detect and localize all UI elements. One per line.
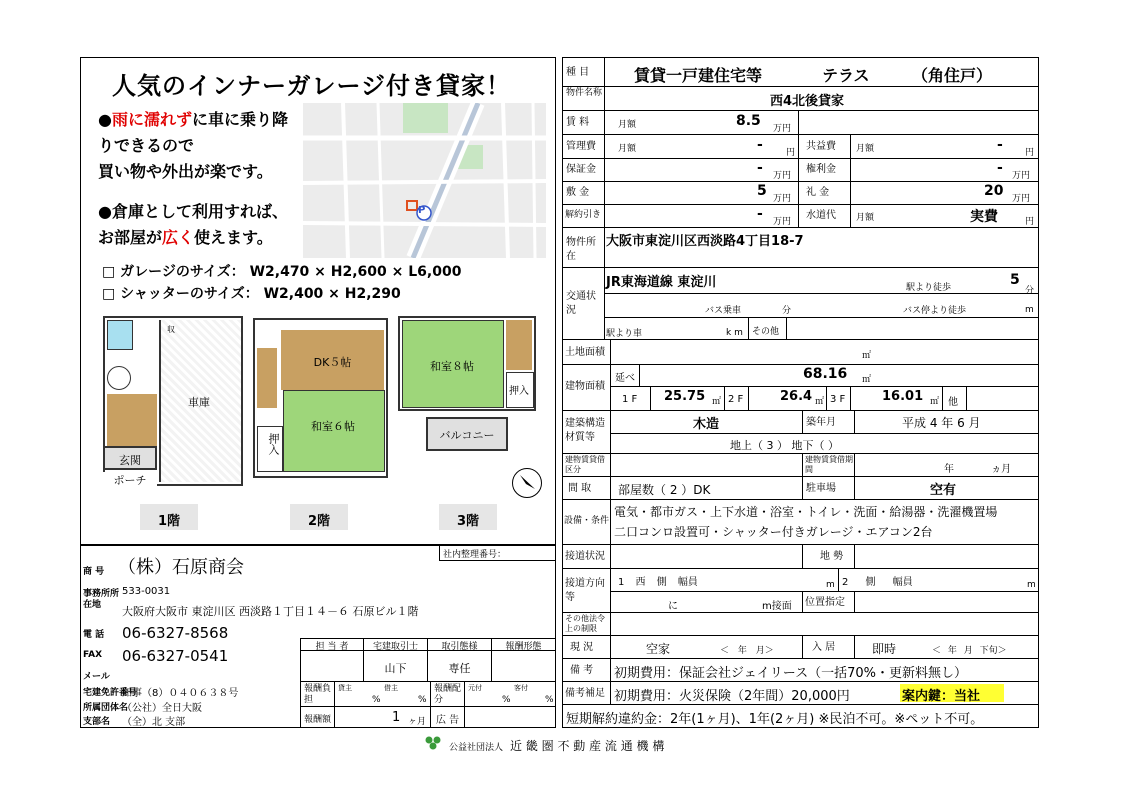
biko-label: 備 考	[570, 665, 594, 676]
shozaichi: 大阪市東淀川区西淡路4丁目18-7	[606, 234, 804, 249]
kanri-getsugaku: 月額	[618, 144, 637, 154]
kanri-unit: 円	[786, 148, 796, 158]
floor3-stairs	[506, 320, 532, 370]
staff-val-4	[491, 650, 556, 682]
shogo-label: 商 号	[83, 567, 105, 577]
row-kyoeki	[850, 134, 1039, 159]
floor2-stairs	[257, 348, 277, 408]
bus-stop: バス停より徒歩	[903, 306, 967, 316]
kanri-label: 管理費	[566, 141, 596, 152]
road1-m: m	[826, 580, 835, 590]
kanri-value: -	[757, 137, 763, 153]
car-km: k m	[726, 328, 743, 338]
chisei-label: 地 勢	[820, 551, 844, 562]
kotsu-label: 交通状況	[566, 291, 596, 316]
tanki-value: 短期解約違約金：2年(1ヶ月)、1年(2ヶ月) ※民泊不可。※ペット不可。	[566, 712, 984, 727]
floor1-stairs	[107, 394, 157, 446]
haibun-label: 報酬配分	[434, 684, 462, 705]
tochi-unit: ㎡	[862, 351, 872, 361]
shozaichi-label: 物件所在	[566, 237, 596, 262]
fee-pct-2: %	[418, 695, 427, 705]
shumoku3: （角住戸）	[912, 66, 993, 85]
toho-unit: 分	[1025, 286, 1035, 296]
kubun-label: 建物賃貸借区分	[565, 455, 605, 474]
kaiyaku-label: 解約引き	[565, 210, 602, 220]
hoka-sep	[942, 386, 943, 411]
kenri-label: 権利金	[806, 164, 836, 175]
kaiyaku-unit: 万円	[773, 217, 792, 227]
floor2-plan	[253, 318, 388, 483]
f2-label: 2 F	[728, 394, 744, 405]
row-rei	[850, 181, 1039, 205]
floor2-oshiire-label: 押入	[267, 433, 280, 455]
shiki-value: 5	[757, 183, 767, 199]
shumoku: 賃貸一戸建住宅等	[634, 66, 763, 85]
f3-sep2	[850, 386, 851, 411]
shumoku-label: 種 目	[566, 67, 590, 78]
row-tochi	[610, 339, 1039, 365]
ad-bullet2: ●倉庫として利用すれば、 お部屋が広く使えます。	[98, 202, 288, 247]
kozo-label: 建築構造材質等	[565, 418, 605, 443]
f3-label: 3 F	[830, 394, 846, 405]
setsumen-ni: に	[668, 601, 678, 612]
nyukyo-date: ＜ 年 月 下旬＞	[932, 646, 1007, 656]
f2-sep2	[748, 386, 749, 411]
assoc-label: 所属団体名	[83, 703, 129, 713]
fee-pct-1: %	[372, 695, 381, 705]
kozo-value: 木造	[693, 417, 720, 432]
sonota: その他	[752, 327, 780, 337]
kyoeki-unit: 円	[1025, 148, 1035, 158]
company-address: 大阪府大阪市 東淀川区 西淡路１丁目１４－６ 石原ビル１階	[122, 605, 419, 618]
row-genkyo	[610, 635, 803, 659]
floor2-dk-label: DK５帖	[313, 356, 352, 369]
org-name: 近 畿 圏 不 動 産 流 通 機 構	[510, 739, 665, 753]
tel-label: 電 話	[83, 630, 105, 640]
haibun-kyakuzuke: 客付	[514, 684, 528, 692]
branch-label: 支部名	[83, 717, 111, 727]
floor3-tag-label: 3階	[456, 514, 480, 529]
sonota-sep	[786, 317, 787, 340]
biko2-label: 備考補足	[565, 688, 605, 699]
nobe-value: 68.16	[803, 366, 848, 382]
hoka-sep2	[966, 386, 967, 411]
org-small: 公益社団法人	[449, 743, 504, 753]
floor3-washitsu-label: 和室８帖	[430, 360, 474, 373]
kaiyaku-value: -	[757, 206, 763, 222]
setsumen-m: m接面	[762, 601, 792, 612]
bus-min: 分	[782, 306, 792, 316]
chiku-value: 平成 4 年 6 月	[902, 416, 981, 430]
company-branch: （全）北 支部	[122, 717, 186, 728]
shiki-unit: 万円	[773, 194, 792, 204]
f1-label: 1 F	[622, 394, 638, 405]
row-chinryo-blank	[798, 110, 1039, 135]
shutter-size: □ シャッターのサイズ： W2,400 × H2,290	[102, 286, 401, 302]
row-kenri	[850, 158, 1039, 182]
floor1-porch-label: ポーチ	[103, 472, 157, 488]
floor2-washitsu-label: 和室６帖	[311, 420, 355, 433]
org-logo-icon	[424, 735, 442, 751]
company-assoc: （公社）全日大阪	[122, 703, 202, 714]
hosho-label: 保証金	[566, 164, 596, 175]
haibun-sep2	[464, 681, 465, 707]
bus-jo: バス乗車	[705, 306, 742, 316]
nyukyo-value: 即時	[872, 642, 897, 656]
fee-sep	[334, 681, 335, 707]
nobe-unit: ㎡	[862, 375, 872, 385]
kyoeki-getsugaku: 月額	[856, 144, 875, 154]
floor1-garage-label: 車庫	[188, 396, 210, 409]
kyoeki-label: 共益費	[806, 141, 836, 152]
f3-sep	[826, 386, 827, 411]
f3-unit: ㎡	[930, 397, 940, 407]
f2-sep	[724, 386, 725, 411]
ad-headline: 人気のインナーガレージ付き貸家！	[112, 72, 512, 100]
fax-label: FAX	[83, 650, 103, 660]
hosho-value: -	[757, 160, 763, 176]
tochi-label: 土地面積	[565, 347, 605, 358]
suido-value: 実費	[970, 209, 998, 225]
haibun-pct-1: %	[502, 695, 511, 705]
chijo-value: 地上（ 3 ） 地下（ ）	[730, 439, 839, 452]
madori-value: 部屋数（ 2 ）DK	[618, 483, 711, 497]
ad-label: 広 告	[436, 715, 460, 726]
staff-val-1	[300, 650, 364, 682]
row-kotsu-sonota	[748, 317, 1039, 340]
nyukyo-label: 入 居	[812, 642, 836, 653]
row-kaiyaku	[604, 204, 799, 228]
hoko-label: 接道方向等	[565, 578, 605, 603]
company-tel: 06-6327-8568	[122, 624, 229, 642]
floor1-bath	[107, 320, 133, 350]
row-kubun	[610, 453, 803, 477]
chinryo-getsugaku: 月額	[618, 120, 637, 130]
setsubi-line2: 二口コンロ設置可・シャッター付きガレージ・エアコン2台	[614, 525, 933, 539]
chinryo-unit: 万円	[773, 124, 792, 134]
suido-getsugaku: 月額	[856, 213, 875, 223]
chusha-value: 空有	[930, 483, 957, 498]
row-ichi	[854, 591, 1039, 613]
hoka-label: 他	[948, 397, 958, 408]
ad-bullet1: ●雨に濡れずに車に乗り降 りできるので 買い物や外出が楽です。	[98, 110, 288, 181]
staff-h2: 宅建取引士	[372, 642, 418, 652]
road2: 2 側 幅員	[842, 577, 913, 588]
floor1-plan	[103, 316, 243, 491]
eki-toho: 駅より徒歩	[906, 283, 952, 293]
row-chisei	[854, 544, 1039, 569]
garage-size: □ ガレージのサイズ： W2,470 × H2,600 × L6,000	[102, 264, 462, 280]
madori-label: 間 取	[568, 483, 592, 494]
company-divider	[439, 545, 440, 561]
fee-amount-row	[300, 706, 556, 728]
toho-min: 5	[1010, 272, 1020, 288]
fee-label: 報酬負担	[304, 684, 332, 705]
fee-karinushi: 借主	[384, 684, 398, 692]
suido-label: 水道代	[806, 210, 836, 221]
chiku-label: 築年月	[806, 417, 836, 428]
hourei-label: その他法令上の制限	[565, 614, 605, 633]
fee-kashinushi: 貸主	[338, 684, 352, 692]
eki-car: 駅より車	[606, 329, 643, 339]
floor3-plan	[398, 316, 536, 456]
staff-h1: 担 当 者	[315, 642, 349, 652]
bus-m: m	[1025, 305, 1034, 315]
location-map[interactable]	[303, 103, 546, 258]
internal-no-label: 社内整理番号：	[443, 550, 507, 560]
genkyo-label: 現 況	[570, 642, 594, 653]
biko-value: 初期費用：保証会社ジェイリース（一括70%・更新料無し）	[614, 666, 967, 681]
fee-amount: 1	[392, 710, 401, 725]
office-label: 事務所所在地	[83, 589, 120, 610]
rei-unit: 万円	[1012, 194, 1031, 204]
floor3-balcony-label: バルコニー	[439, 429, 495, 442]
bukken: 西4北後貸家	[770, 94, 845, 109]
hosho-unit: 万円	[773, 171, 792, 181]
setsubi-label: 設備・条件	[564, 516, 610, 526]
row-shiki	[604, 181, 799, 205]
torihiki-taiyo: 専任	[448, 662, 471, 675]
company-name: （株）石原商会	[118, 557, 244, 578]
map-parking-marker: P	[418, 205, 426, 216]
chinryo-value: 8.5	[736, 113, 761, 129]
annai-value: 案内鍵：当社	[902, 689, 981, 704]
road1: 1 西 側 幅員	[618, 577, 698, 588]
f2-unit: ㎡	[815, 397, 825, 407]
row-hourei	[610, 612, 1039, 636]
floor3-oshiire-label: 押入	[509, 386, 529, 397]
row-kotsu-bus	[604, 293, 1039, 318]
floor2-tag-label: 2階	[307, 514, 331, 529]
f1-unit: ㎡	[712, 397, 722, 407]
genkyo-date: ＜ 年 月＞	[720, 646, 774, 656]
floor1-tag-label: 1階	[157, 514, 181, 529]
company-license: 知事（8）０４０６３８号	[122, 688, 239, 699]
kyoeki-value: -	[997, 137, 1003, 153]
mail-label: メール	[83, 672, 110, 682]
fee-amount-unit: ヶ月	[408, 717, 427, 727]
company-divider2	[439, 560, 556, 561]
staff-h3: 取引態様	[441, 642, 478, 652]
ad-sep	[430, 706, 431, 728]
road2-m: m	[1027, 580, 1036, 590]
floor1-closet-label: 収	[167, 325, 175, 334]
company-postal: 533-0031	[122, 586, 171, 597]
compass-icon	[512, 468, 542, 498]
row-hosho	[604, 158, 799, 182]
f1-value: 25.75	[664, 389, 706, 404]
row-suido	[850, 204, 1039, 228]
chusha-label: 駐車場	[806, 483, 836, 494]
f2-value: 26.4	[780, 389, 813, 404]
setsubi-line1: 電気・都市ガス・上下水道・浴室・トイレ・洗面・給湯器・洗濯機置場	[614, 505, 998, 519]
kotsu-line: JR東海道線 東淀川	[606, 275, 717, 290]
row-setsudo	[610, 544, 803, 569]
license-label: 宅建免許番号	[83, 688, 138, 698]
company-fax: 06-6327-0541	[122, 647, 229, 665]
map-streets	[303, 103, 546, 258]
haibun-pct-2: %	[545, 695, 554, 705]
torihikishi: 山下	[384, 662, 407, 675]
shumoku2: テラス	[822, 66, 870, 85]
floor1-toilet	[107, 366, 131, 390]
rei-label: 礼 金	[806, 187, 830, 198]
kikan-label: 建物賃貸借期間	[805, 455, 853, 474]
shiki-label: 敷 金	[566, 187, 590, 198]
biko2-value: 初期費用：火災保険（2年間）20,000円	[614, 689, 850, 704]
floor1-entrance-label: 玄関	[119, 454, 141, 467]
kenri-value: -	[997, 160, 1003, 176]
tatemono-label: 建物面積	[565, 381, 605, 392]
genkyo-value: 空家	[646, 642, 671, 656]
kenri-unit: 万円	[1012, 171, 1031, 181]
f3-value: 16.01	[882, 389, 924, 404]
setsudo-label: 接道状況	[565, 551, 605, 562]
nobe-label: 延べ	[615, 373, 635, 384]
ad-sep2	[464, 706, 465, 728]
bukken-label: 物件名称	[566, 88, 603, 98]
fee-amount-sep	[334, 706, 335, 728]
ichi-label: 位置指定	[805, 597, 845, 608]
haibun-sep	[430, 681, 431, 707]
f1-sep	[650, 386, 651, 411]
suido-unit: 円	[1025, 217, 1035, 227]
chinryo-label: 賃 料	[566, 117, 590, 128]
staff-h4: 報酬形態	[505, 642, 542, 652]
fee-amount-label: 報酬額	[304, 715, 332, 725]
rei-value: 20	[984, 183, 1004, 199]
haibun-motozuke: 元付	[468, 684, 482, 692]
kikan-value: 年 ヵ月	[944, 464, 1012, 475]
